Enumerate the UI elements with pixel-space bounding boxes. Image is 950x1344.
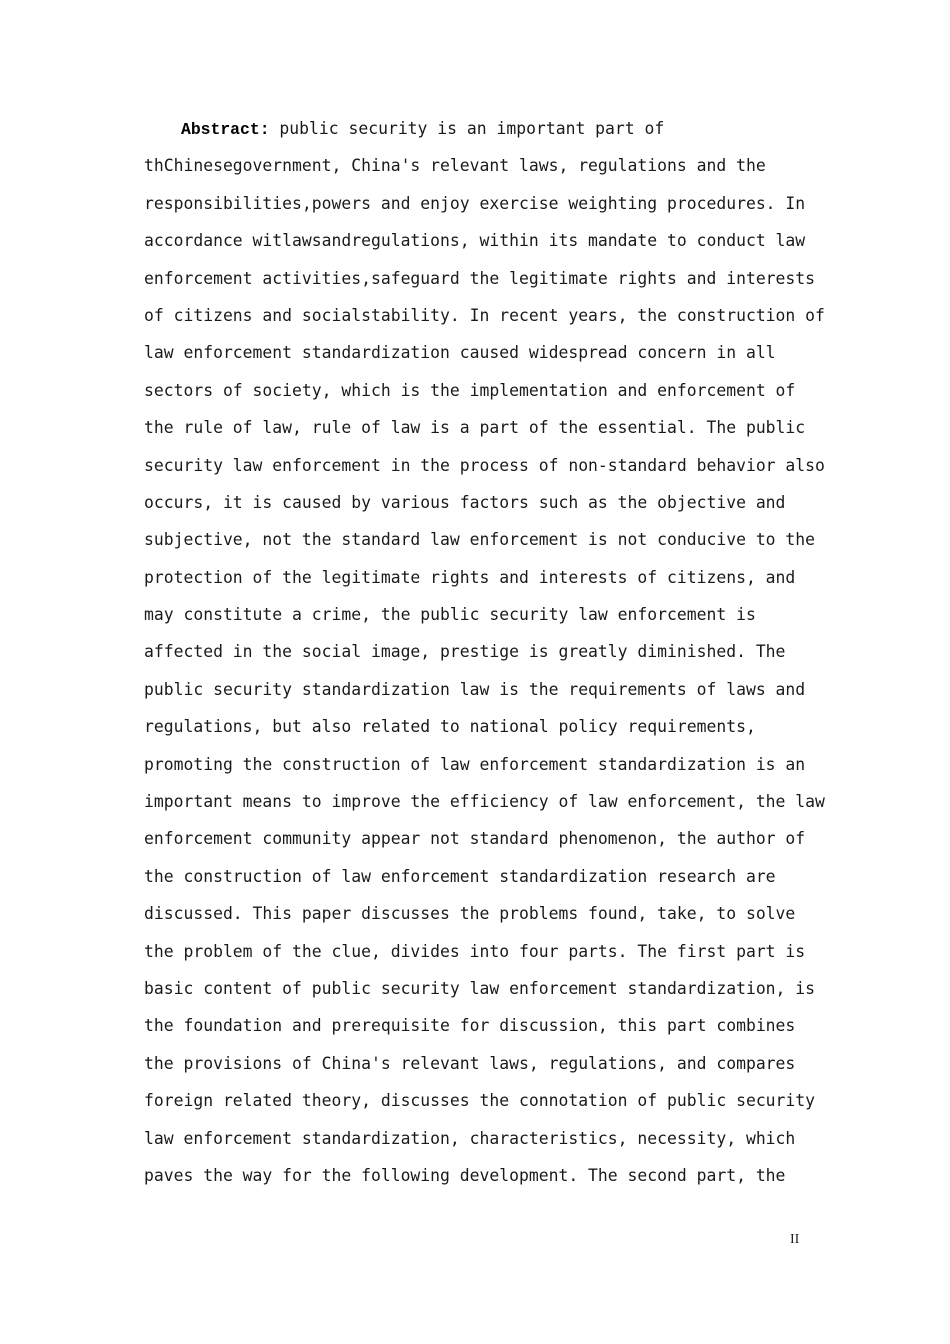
abstract-line: public security standardization law is the requirements of laws and — [144, 679, 806, 699]
abstract-line: of citizens and socialstability. In recent years, the construction of — [144, 305, 825, 325]
abstract-line: promoting the construction of law enforcement standardization is an — [144, 754, 806, 774]
abstract-line: foreign related theory, discusses the connotation of public security — [144, 1091, 816, 1111]
abstract-line: the rule of law, rule of law is a part of the essential. The public — [144, 418, 806, 438]
abstract-line: important means to improve the efficiency of law enforcement, the law — [144, 792, 825, 812]
abstract-line: thChinesegovernment, China's relevant laws, regulations and the — [144, 156, 766, 176]
abstract-line: discussed. This paper discusses the problems found, take, to solve — [144, 904, 796, 924]
abstract-line: affected in the social image, prestige is greatly diminished. The — [144, 642, 786, 662]
abstract-line: protection of the legitimate rights and interests of citizens, and — [144, 567, 796, 587]
abstract-line: law enforcement standardization, characteristics, necessity, which — [144, 1128, 796, 1148]
abstract-paragraph — [144, 116, 825, 1200]
abstract-line: law enforcement standardization caused widespread concern in all — [144, 343, 776, 363]
abstract-line: regulations, but also related to national policy requirements, — [144, 717, 756, 737]
abstract-line: accordance witlawsandregulations, within its mandate to conduct law — [144, 231, 806, 251]
abstract-line: basic content of public security law enforcement standardization, is — [144, 978, 816, 998]
abstract-line: security law enforcement in the process of non-standard behavior also — [144, 455, 825, 475]
abstract-line: the provisions of China's relevant laws, regulations, and compares — [144, 1053, 796, 1073]
abstract-line: occurs, it is caused by various factors such as the objective and — [144, 492, 786, 512]
abstract-line: the construction of law enforcement standardization research are — [144, 866, 776, 886]
abstract-line-text: public security is an important part of — [269, 119, 665, 138]
abstract-line: enforcement activities,safeguard the legitimate rights and interests — [144, 268, 816, 288]
abstract-line: enforcement community appear not standard phenomenon, the author of — [144, 829, 806, 849]
abstract-line: responsibilities,powers and enjoy exercise weighting procedures. In — [144, 193, 806, 213]
page-number: II — [790, 1232, 800, 1247]
abstract-line: the foundation and prerequisite for discussion, this part combines — [144, 1016, 796, 1036]
abstract-line — [144, 116, 814, 153]
abstract-line: the problem of the clue, divides into four parts. The first part is — [144, 941, 806, 961]
abstract-line: paves the way for the following development. The second part, the — [144, 1165, 786, 1185]
abstract-line: may constitute a crime, the public security law enforcement is — [144, 605, 756, 625]
abstract-line: sectors of society, which is the implementation and enforcement of — [144, 380, 796, 400]
abstract-line: subjective, not the standard law enforcement is not conducive to the — [144, 530, 816, 550]
abstract-label: Abstract: — [181, 120, 270, 139]
